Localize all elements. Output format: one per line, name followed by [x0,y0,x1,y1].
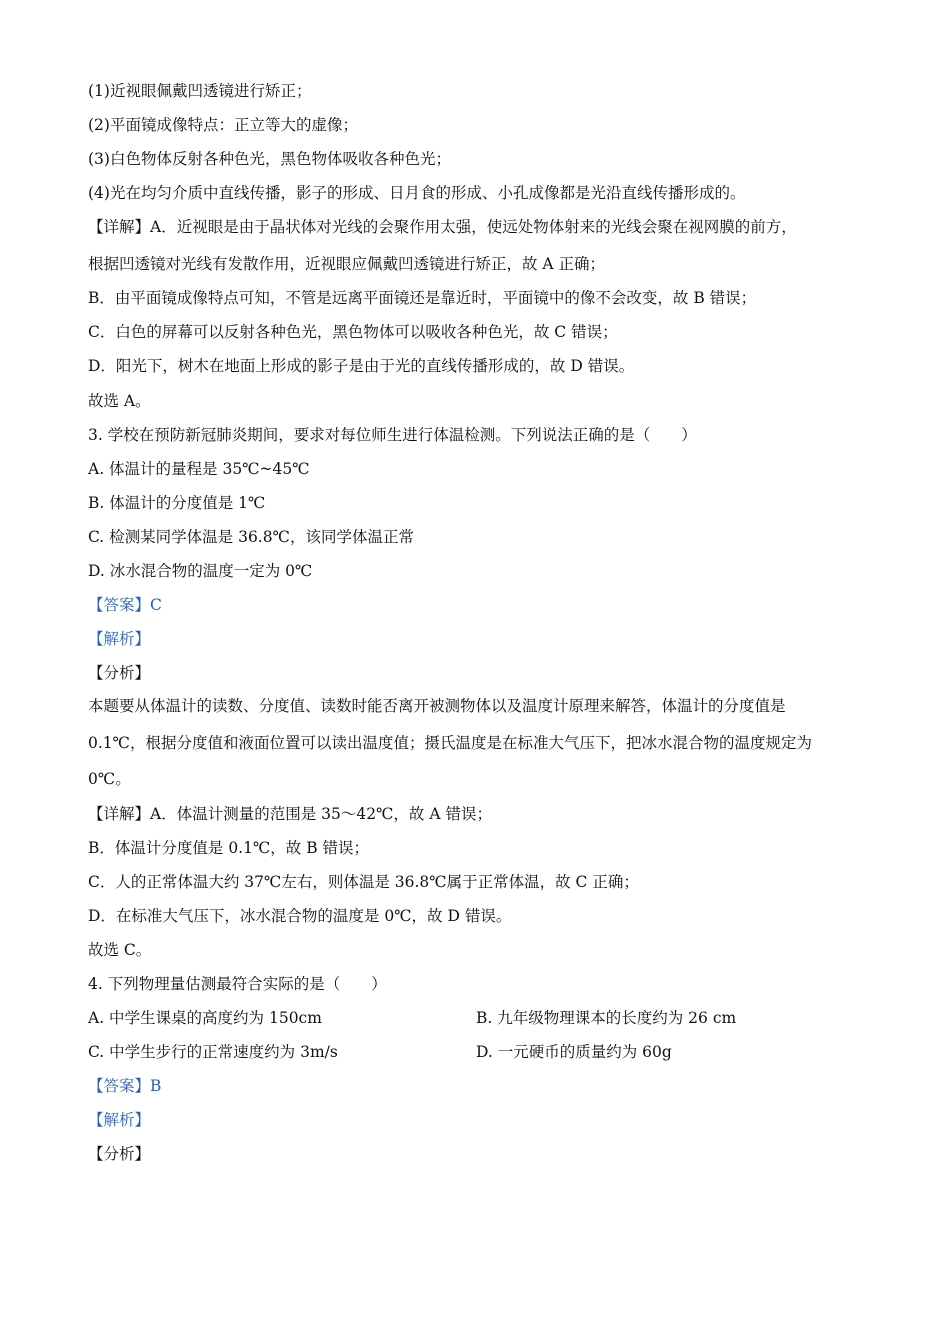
text-line: C．人的正常体温大约 37℃左右，则体温是 36.8℃属于正常体温，故 C 正确； [88,873,639,891]
question-3-option-d: D. 冰水混合物的温度一定为 0℃ [88,562,313,580]
text-line: (1)近视眼佩戴凹透镜进行矫正； [88,82,312,100]
question-3-stem: 3. 学校在预防新冠肺炎期间，要求对每位师生进行体温检测。下列说法正确的是（ ） [88,426,697,444]
question-4-option-a: A. 中学生课桌的高度约为 150cm [88,1009,322,1027]
text-line: 0.1℃，根据分度值和液面位置可以读出温度值；摄氏温度是在标准大气压下，把冰水混合物的温度规定为 [88,734,812,752]
text-line: C．白色的屏幕可以反射各种色光，黑色物体可以吸收各种色光，故 C 错误； [88,323,618,341]
analysis-label: 【分析】 [88,664,151,682]
question-4-stem: 4. 下列物理量估测最符合实际的是（ ） [88,975,387,993]
text-line: D．在标准大气压下，冰水混合物的温度是 0℃，故 D 错误。 [88,907,512,925]
answer-label: 【答案】B [88,1077,162,1095]
text-line: B．体温计分度值是 0.1℃，故 B 错误； [88,839,370,857]
explanation-label: 【解析】 [88,1111,151,1129]
text-line: 本题要从体温计的读数、分度值、读数时能否离开被测物体以及温度计原理来解答，体温计的分度值是 [88,697,786,715]
analysis-label: 【分析】 [88,1145,151,1163]
explanation-label: 【解析】 [88,630,151,648]
text-line: 【详解】A．体温计测量的范围是 35～42℃，故 A 错误； [88,805,492,823]
question-3-option-c: C. 检测某同学体温是 36.8℃，该同学体温正常 [88,528,414,546]
question-4-option-c: C. 中学生步行的正常速度约为 3m/s [88,1043,338,1061]
text-line: 故选 C。 [88,941,152,959]
text-line: B．由平面镜成像特点可知，不管是远离平面镜还是靠近时，平面镜中的像不会改变，故 B 错误； [88,289,757,307]
answer-label: 【答案】C [88,596,162,614]
text-line: 【详解】A．近视眼是由于晶状体对光线的会聚作用太强，使远处物体射来的光线会聚在视网膜的前方， [88,218,797,236]
text-line: 0℃。 [88,770,131,788]
question-4-option-d: D. 一元硬币的质量约为 60g [476,1043,672,1061]
text-line: (3)白色物体反射各种色光，黑色物体吸收各种色光； [88,150,451,168]
text-line: 故选 A。 [88,392,151,410]
question-3-option-a: A. 体温计的量程是 35℃~45℃ [88,460,310,478]
question-4-option-b: B. 九年级物理课本的长度约为 26 cm [476,1009,737,1027]
question-3-option-b: B. 体温计的分度值是 1℃ [88,494,266,512]
text-line: 根据凹透镜对光线有发散作用，近视眼应佩戴凹透镜进行矫正，故 A 正确； [88,255,606,273]
text-line: (4)光在均匀介质中直线传播，影子的形成、日月食的形成、小孔成像都是光沿直线传播形成的。 [88,184,746,202]
text-line: D．阳光下，树木在地面上形成的影子是由于光的直线传播形成的，故 D 错误。 [88,357,635,375]
text-line: (2)平面镜成像特点：正立等大的虚像； [88,116,358,134]
